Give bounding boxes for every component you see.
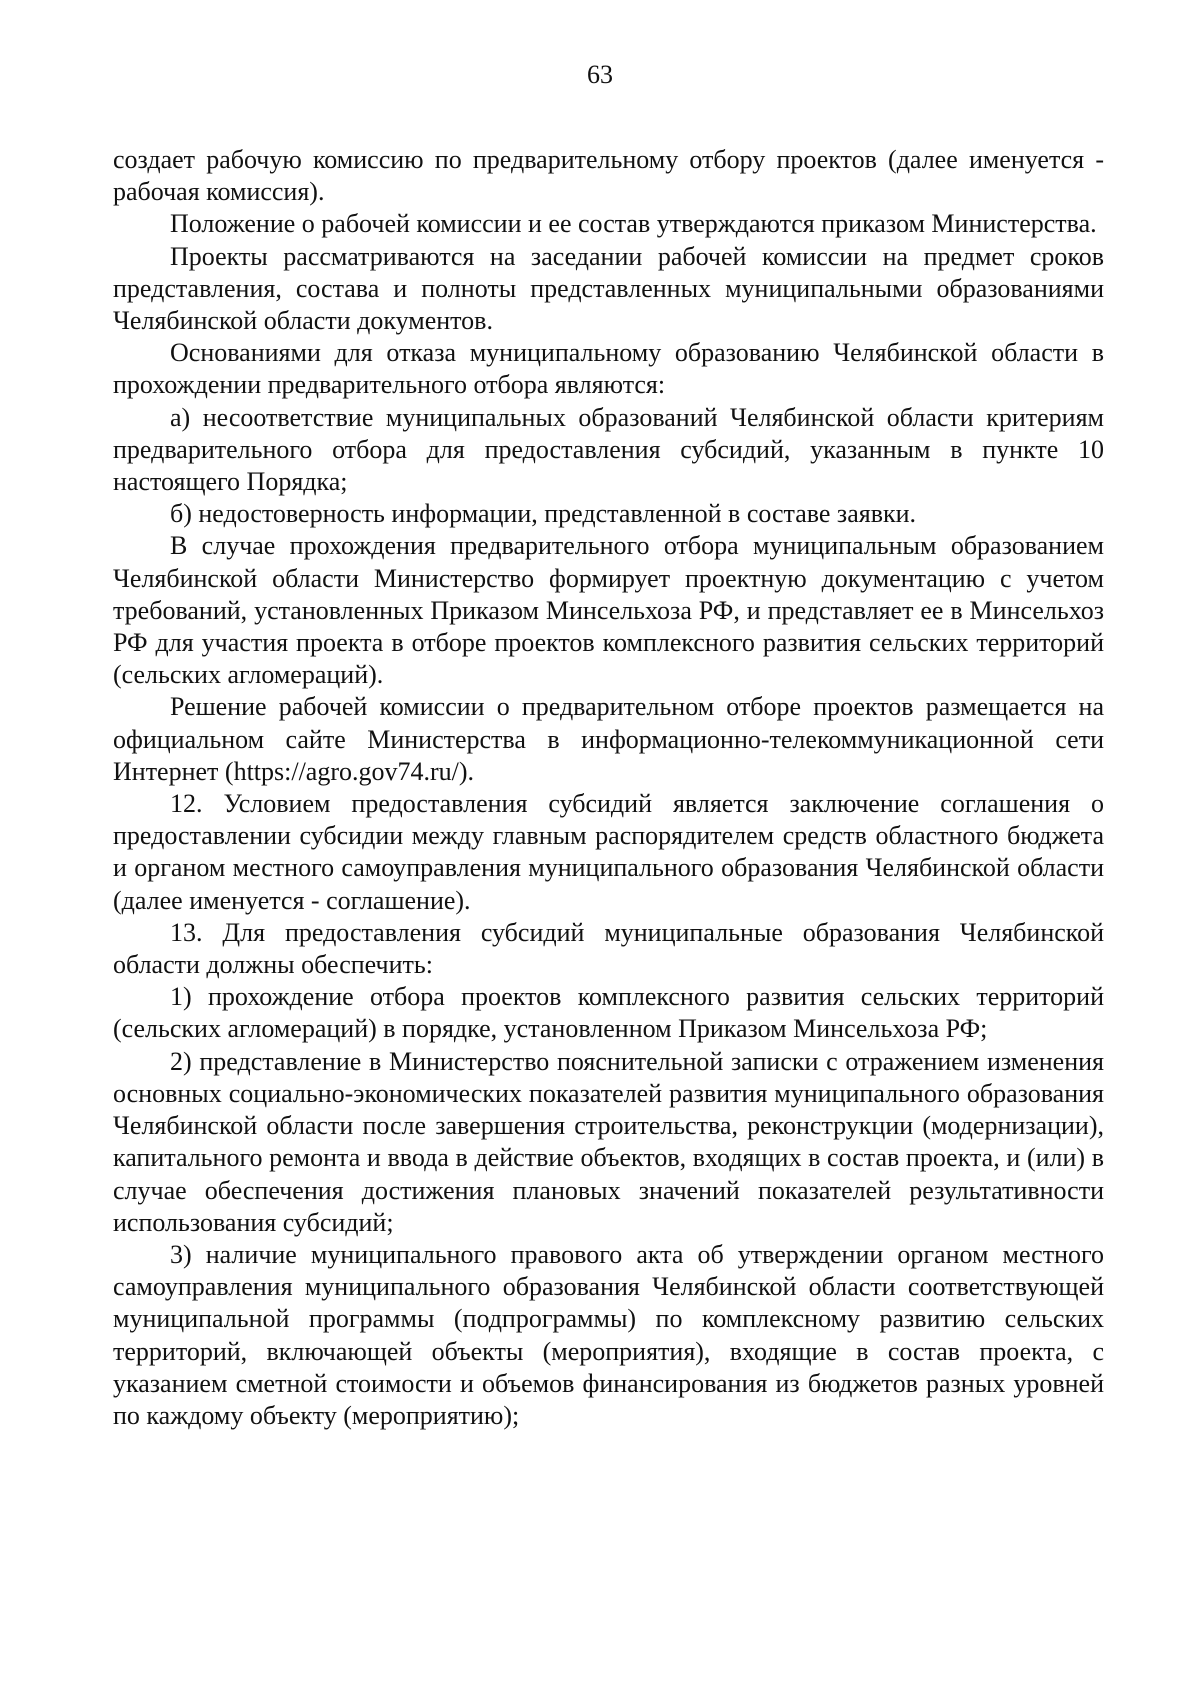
paragraph-clause-13: 13. Для предоставления субсидий муниципальные образования Челябинской области должны обеспечить: [113,917,1104,980]
paragraph-refusal-grounds: Основаниями для отказа муниципальному образованию Челябинской области в прохождении предварительного отбора являются: [113,338,1104,400]
paragraph-commission-creation: создает рабочую комиссию по предварительному отбору проектов (далее именуется - рабочая комиссия). [113,145,1104,207]
paragraph-clause-13-item-1: 1) прохождение отбора проектов комплексного развития сельских территорий (сельских агломераций) в порядке, установленном Приказом Минсельхоза РФ; [113,982,1104,1044]
paragraph-clause-13-item-2: 2) представление в Министерство пояснительной записки с отражением изменения основных социально-экономических показателей развития муниципального образования Челябинской области после завершения строительства, реконструкции (модернизации), капитального ремонта и ввода в действие объектов, входящих в состав проекта, и (или) в случае обеспечения достижения плановых значений показателей результативности использования субсидий; [113,1046,1104,1237]
paragraph-selection-passed: В случае прохождения предварительного отбора муниципальным образованием Челябинской области Министерство формирует проектную документацию с учетом требований, установленных Приказом Минсельхоза РФ, и представляет ее в Минсельхоз РФ для участия проекта в отборе проектов комплексного развития сельских территорий (сельских агломераций). [113,531,1104,690]
paragraph-decision-publication: Решение рабочей комиссии о предварительном отборе проектов размещается на официальном сайте Министерства в информационно-телекоммуникационной сети Интернет (https://agro.gov74.ru/). [113,692,1104,786]
paragraph-clause-13-item-3: 3) наличие муниципального правового акта об утверждении органом местного самоуправления муниципального образования Челябинской области соответствующей муниципальной программы (подпрограммы) по комплексному развитию сельских территорий, включающей объекты (мероприятия), входящие в состав проекта, с указанием сметной стоимости и объемов финансирования из бюджетов разных уровней по каждому объекту (мероприятию); [113,1239,1104,1430]
page-number: 63 [587,60,613,89]
document-body [113,144,1104,1432]
paragraph-refusal-item-b: б) недостоверность информации, представленной в составе заявки. [170,499,917,529]
paragraph-commission-regulation: Положение о рабочей комиссии и ее состав утверждаются приказом Министерства. [170,209,1097,239]
paragraph-project-review: Проекты рассматриваются на заседании рабочей комиссии на предмет сроков представления, состава и полноты представленных муниципальными образованиями Челябинской области документов. [113,241,1104,336]
paragraph-clause-12: 12. Условием предоставления субсидий является заключение соглашения о предоставлении субсидии между главным распорядителем средств областного бюджета и органом местного самоуправления муниципального образования Челябинской области (далее именуется - соглашение). [113,789,1104,915]
paragraph-refusal-item-a: а) несоответствие муниципальных образований Челябинской области критериям предварительного отбора для предоставления субсидий, указанным в пункте 10 настоящего Порядка; [113,402,1104,497]
